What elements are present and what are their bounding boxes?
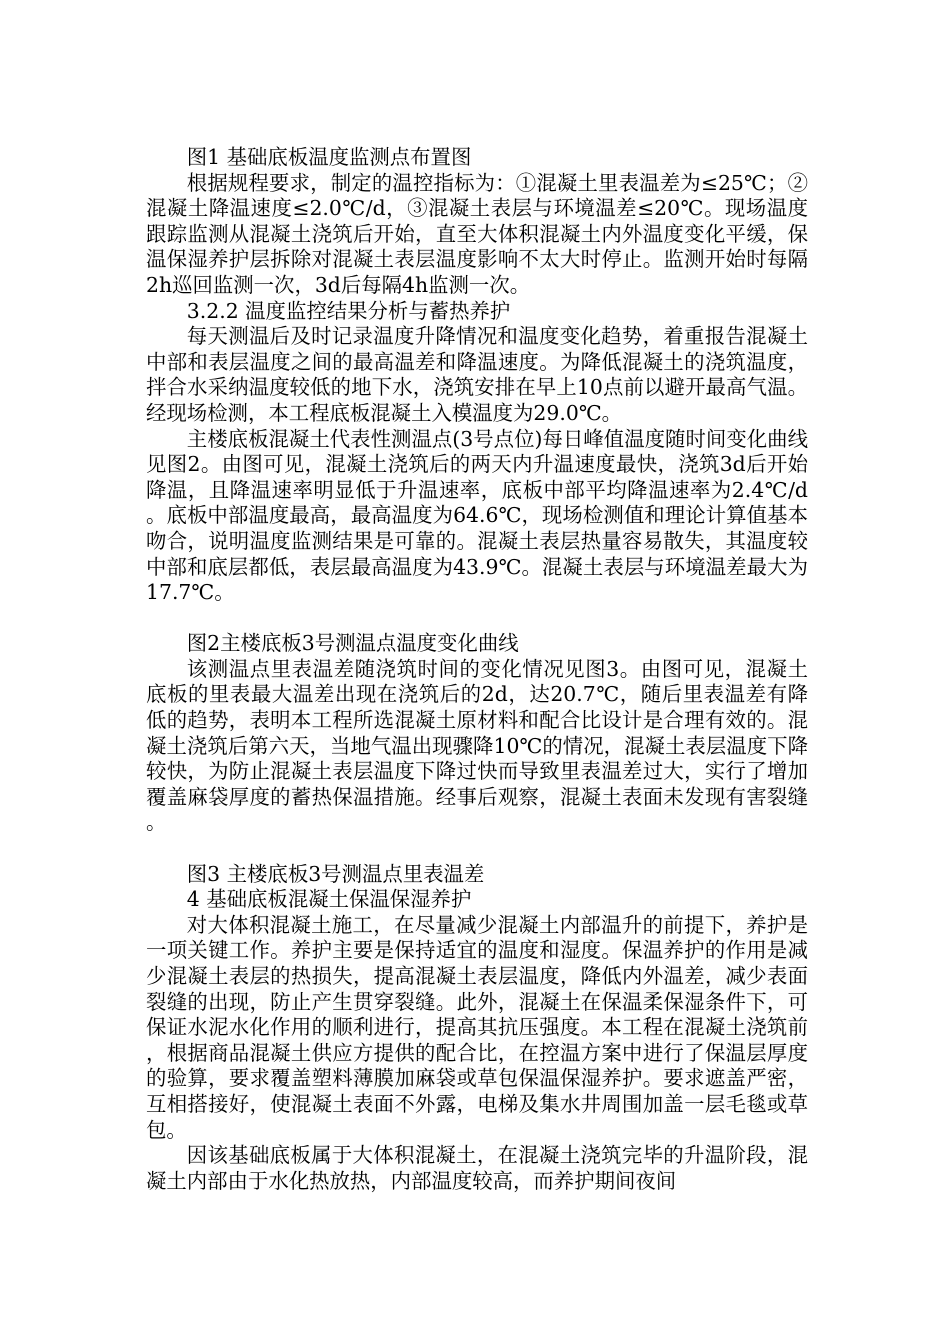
figure-caption-2: 图2主楼底板3号测温点温度变化曲线 — [186, 631, 519, 656]
figure-caption-3: 图3 主楼底板3号测温点里表温差 — [186, 861, 485, 886]
paragraph-peak-temperature-curve: 主楼底板混凝土代表性测温点(3号点位)每日峰值温度随时间变化曲线见图2。由图可见，混凝土浇筑后的两天内升温速度最快，浇筑3d后开始降温，且降温速率明显低于升温速率，底板中部平均降温速率为2.4℃/d。底板中部温度最高，最高温度为64.6℃，现场检测值和理论计算值基本吻合，说明温度监测结果是可靠的。混凝土表层热量容易散失，其温度较中部和底层都低，表层最高温度为43.9℃。混凝土表层与环境温差最大为17.7℃。 — [146, 426, 808, 605]
section-heading-3-2-2: 3.2.2 温度监控结果分析与蓄热养护 — [186, 298, 511, 323]
paragraph-temperature-control-indices: 根据规程要求，制定的温控指标为：①混凝土里表温差为≤25℃；②混凝土降温速度≤2.0℃/d，③混凝土表层与环境温差≤20℃。现场温度跟踪监测从混凝土浇筑后开始，直至大体积混凝土内外温度变化平缓，保温保湿养护层拆除对混凝土表层温度影响不太大时停止。监测开始时每隔2h巡回监测一次，3d后每隔4h监测一次。 — [146, 170, 808, 297]
figure-2-placeholder — [146, 606, 808, 632]
figure-3-placeholder — [146, 836, 808, 862]
paragraph-mass-concrete-heating-stage: 因该基础底板属于大体积混凝土，在混凝土浇筑完毕的升温阶段，混凝土内部由于水化热放热，内部温度较高，而养护期间夜间 — [146, 1143, 808, 1193]
paragraph-curing-insulation: 对大体积混凝土施工，在尽量减少混凝土内部温升的前提下，养护是一项关键工作。养护主要是保持适宜的温度和湿度。保温养护的作用是减少混凝土表层的热损失，提高混凝土表层温度，降低内外温差，减少表面裂缝的出现，防止产生贯穿裂缝。此外，混凝土在保温柔保湿条件下，可保证水泥水化作用的顺利进行，提高其抗压强度。本工程在混凝土浇筑前，根据商品混凝土供应方提供的配合比，在控温方案中进行了保温层厚度的验算，要求覆盖塑料薄膜加麻袋或草包保温保湿养护。要求遮盖严密，互相搭接好，使混凝土表面不外露，电梯及集水井周围加盖一层毛毯或草包。 — [146, 912, 808, 1142]
section-heading-4: 4 基础底板混凝土保温保湿养护 — [186, 887, 472, 912]
document-body — [146, 145, 808, 1194]
paragraph-daily-temperature-records: 每天测温后及时记录温度升降情况和温度变化趋势，着重报告混凝土中部和表层温度之间的最高温差和降温速度。为降低混凝土的浇筑温度，拌合水采纳温度较低的地下水，浇筑安排在早上10点前以避开最高气温。经现场检测，本工程底板混凝土入模温度为29.0℃。 — [146, 324, 808, 425]
figure-caption-1: 图1 基础底板温度监测点布置图 — [186, 145, 472, 169]
paragraph-inner-surface-difference: 该测温点里表温差随浇筑时间的变化情况见图3。由图可见，混凝土底板的里表最大温差出现在浇筑后的2d，达20.7℃，随后里表温差有降低的趋势，表明本工程所选混凝土原材料和配合比设计是合理有效的。混凝土浇筑后第六天，当地气温出现骤降10℃的情况，混凝土表层温度下降较快，为防止混凝土表层温度下降过快而导致里表温差过大，实行了增加覆盖麻袋厚度的蓄热保温措施。经事后观察，混凝土表面未发现有害裂缝。 — [146, 656, 808, 835]
